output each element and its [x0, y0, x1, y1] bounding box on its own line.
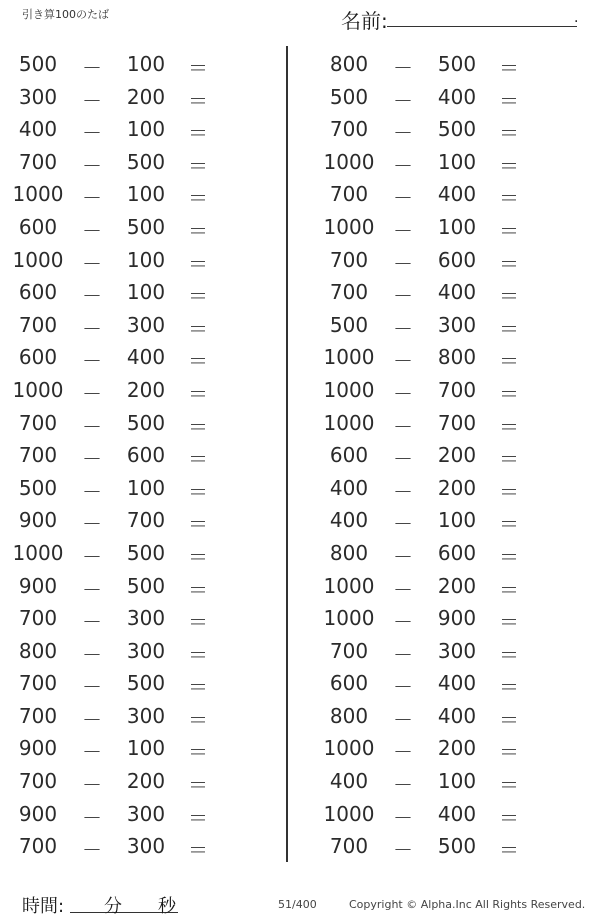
- subtrahend: 400: [126, 345, 166, 370]
- equals-sign: ＝: [188, 414, 208, 439]
- minuend: 700: [329, 280, 369, 305]
- minus-sign: －: [393, 773, 413, 798]
- equals-sign: ＝: [499, 838, 519, 863]
- minuend: 700: [329, 247, 369, 272]
- minuend: 700: [18, 149, 58, 174]
- subtrahend: 700: [437, 377, 477, 402]
- minus-sign: －: [393, 512, 413, 537]
- equals-sign: ＝: [499, 121, 519, 146]
- subtrahend: 300: [437, 638, 477, 663]
- minus-sign: －: [393, 153, 413, 178]
- equals-sign: ＝: [188, 381, 208, 406]
- equals-sign: ＝: [499, 642, 519, 667]
- subtrahend: 100: [437, 214, 477, 239]
- minuend: 1000: [323, 214, 375, 239]
- subtrahend: 200: [437, 573, 477, 598]
- minus-sign: －: [82, 251, 102, 276]
- subtrahend: 500: [437, 117, 477, 142]
- minus-sign: －: [393, 838, 413, 863]
- subtrahend: 300: [126, 703, 166, 728]
- minuend: 1000: [12, 182, 64, 207]
- minus-sign: －: [82, 675, 102, 700]
- minuend: 800: [18, 638, 58, 663]
- minuend: 800: [329, 540, 369, 565]
- minus-sign: －: [393, 544, 413, 569]
- subtrahend: 200: [126, 769, 166, 794]
- minus-sign: －: [393, 251, 413, 276]
- name-dot: .: [574, 10, 579, 26]
- minuend: 900: [18, 508, 58, 533]
- minus-sign: －: [82, 740, 102, 765]
- equals-sign: ＝: [499, 675, 519, 700]
- subtrahend: 400: [437, 801, 477, 826]
- subtrahend: 600: [437, 247, 477, 272]
- minuend: 700: [329, 834, 369, 859]
- minus-sign: －: [82, 805, 102, 830]
- equals-sign: ＝: [188, 316, 208, 341]
- subtrahend: 500: [437, 52, 477, 76]
- equals-sign: ＝: [188, 740, 208, 765]
- equals-sign: ＝: [188, 512, 208, 537]
- minus-sign: －: [393, 218, 413, 243]
- minuend: 1000: [12, 540, 64, 565]
- copyright-text: Copyright © Alpha.Inc All Rights Reserved.: [349, 898, 586, 911]
- subtrahend: 100: [126, 247, 166, 272]
- minus-sign: －: [82, 88, 102, 113]
- subtrahend: 200: [437, 443, 477, 468]
- time-label: 時間:: [22, 896, 65, 917]
- minuend: 400: [329, 508, 369, 533]
- subtrahend: 400: [437, 280, 477, 305]
- subtrahend: 300: [126, 606, 166, 631]
- minus-sign: －: [82, 381, 102, 406]
- minus-sign: －: [82, 121, 102, 146]
- minuend: 700: [18, 606, 58, 631]
- name-label: 名前:: [341, 9, 388, 33]
- subtrahend: 600: [437, 540, 477, 565]
- minuend: 1000: [323, 606, 375, 631]
- minuend: 500: [18, 475, 58, 500]
- minus-sign: －: [393, 88, 413, 113]
- equals-sign: ＝: [499, 153, 519, 178]
- minus-sign: －: [82, 316, 102, 341]
- minuend: 600: [18, 345, 58, 370]
- minuend: 600: [18, 280, 58, 305]
- minus-sign: －: [82, 479, 102, 504]
- minuend: 700: [18, 703, 58, 728]
- minuend: 1000: [323, 377, 375, 402]
- minus-sign: －: [82, 838, 102, 863]
- equals-sign: ＝: [499, 414, 519, 439]
- minuend: 400: [329, 769, 369, 794]
- minus-sign: －: [82, 284, 102, 309]
- minuend: 700: [329, 638, 369, 663]
- minuend: 500: [18, 52, 58, 76]
- minuend: 600: [18, 214, 58, 239]
- minuend: 900: [18, 736, 58, 761]
- subtrahend: 100: [126, 280, 166, 305]
- minuend: 500: [329, 84, 369, 109]
- minuend: 900: [18, 573, 58, 598]
- equals-sign: ＝: [499, 284, 519, 309]
- subtrahend: 400: [437, 703, 477, 728]
- minus-sign: －: [82, 153, 102, 178]
- subtrahend: 500: [437, 834, 477, 859]
- equals-sign: ＝: [499, 544, 519, 569]
- minus-sign: －: [393, 349, 413, 374]
- minuend: 800: [329, 52, 369, 76]
- subtrahend: 100: [437, 149, 477, 174]
- equals-sign: ＝: [188, 773, 208, 798]
- subtrahend: 300: [437, 312, 477, 337]
- minus-sign: －: [393, 414, 413, 439]
- subtrahend: 400: [437, 182, 477, 207]
- equals-sign: ＝: [188, 251, 208, 276]
- minus-sign: －: [82, 610, 102, 635]
- minus-sign: －: [82, 447, 102, 472]
- subtrahend: 200: [437, 475, 477, 500]
- equals-sign: ＝: [188, 56, 208, 80]
- minus-sign: －: [82, 218, 102, 243]
- equals-sign: ＝: [188, 153, 208, 178]
- subtrahend: 700: [437, 410, 477, 435]
- minuend: 1000: [12, 247, 64, 272]
- minus-sign: －: [393, 642, 413, 667]
- minus-sign: －: [393, 316, 413, 341]
- minuend: 1000: [323, 149, 375, 174]
- minuend: 700: [18, 834, 58, 859]
- minuend: 600: [329, 443, 369, 468]
- minuend: 500: [329, 312, 369, 337]
- equals-sign: ＝: [499, 577, 519, 602]
- subtrahend: 700: [126, 508, 166, 533]
- minuend: 1000: [12, 377, 64, 402]
- name-line[interactable]: [387, 26, 577, 27]
- equals-sign: ＝: [188, 186, 208, 211]
- subtrahend: 500: [126, 671, 166, 696]
- minus-sign: －: [393, 610, 413, 635]
- subtrahend: 300: [126, 638, 166, 663]
- minuend: 400: [18, 117, 58, 142]
- subtrahend: 500: [126, 410, 166, 435]
- minuend: 1000: [323, 736, 375, 761]
- subtrahend: 900: [437, 606, 477, 631]
- subtrahend: 300: [126, 312, 166, 337]
- minuend: 600: [329, 671, 369, 696]
- equals-sign: ＝: [499, 349, 519, 374]
- equals-sign: ＝: [188, 349, 208, 374]
- subtrahend: 600: [126, 443, 166, 468]
- subtrahend: 500: [126, 149, 166, 174]
- minuend: 700: [18, 671, 58, 696]
- subtrahend: 100: [126, 117, 166, 142]
- equals-sign: ＝: [188, 447, 208, 472]
- minuend: 700: [18, 443, 58, 468]
- subtrahend: 500: [126, 573, 166, 598]
- subtrahend: 100: [126, 182, 166, 207]
- equals-sign: ＝: [499, 381, 519, 406]
- minus-sign: －: [393, 56, 413, 80]
- minus-sign: －: [82, 544, 102, 569]
- minus-sign: －: [82, 642, 102, 667]
- minuend: 900: [18, 801, 58, 826]
- minuend: 300: [18, 84, 58, 109]
- minus-sign: －: [393, 447, 413, 472]
- minutes-label: 分: [104, 896, 122, 917]
- minuend: 1000: [323, 801, 375, 826]
- subtrahend: 300: [126, 834, 166, 859]
- minus-sign: －: [393, 675, 413, 700]
- minuend: 1000: [323, 573, 375, 598]
- minuend: 700: [329, 182, 369, 207]
- subtrahend: 200: [126, 84, 166, 109]
- worksheet-title: 引き算100のたば: [22, 8, 109, 21]
- minus-sign: －: [82, 56, 102, 80]
- subtrahend: 100: [437, 769, 477, 794]
- subtrahend: 100: [126, 475, 166, 500]
- subtrahend: 100: [126, 736, 166, 761]
- minus-sign: －: [393, 740, 413, 765]
- seconds-label: 秒: [158, 896, 176, 917]
- minus-sign: －: [82, 577, 102, 602]
- equals-sign: ＝: [188, 479, 208, 504]
- equals-sign: ＝: [499, 56, 519, 80]
- minuend: 1000: [323, 345, 375, 370]
- equals-sign: ＝: [499, 251, 519, 276]
- equals-sign: ＝: [499, 610, 519, 635]
- minuend: 1000: [323, 410, 375, 435]
- minus-sign: －: [393, 381, 413, 406]
- minus-sign: －: [82, 707, 102, 732]
- minus-sign: －: [82, 773, 102, 798]
- minus-sign: －: [393, 707, 413, 732]
- minus-sign: －: [82, 512, 102, 537]
- minus-sign: －: [393, 805, 413, 830]
- subtrahend: 400: [437, 671, 477, 696]
- equals-sign: ＝: [188, 675, 208, 700]
- equals-sign: ＝: [188, 610, 208, 635]
- subtrahend: 500: [126, 214, 166, 239]
- equals-sign: ＝: [188, 577, 208, 602]
- minuend: 700: [18, 769, 58, 794]
- equals-sign: ＝: [499, 316, 519, 341]
- minuend: 700: [18, 312, 58, 337]
- minuend: 800: [329, 703, 369, 728]
- equals-sign: ＝: [499, 773, 519, 798]
- minus-sign: －: [393, 284, 413, 309]
- minus-sign: －: [393, 186, 413, 211]
- minus-sign: －: [393, 121, 413, 146]
- minuend: 700: [18, 410, 58, 435]
- equals-sign: ＝: [188, 88, 208, 113]
- equals-sign: ＝: [499, 707, 519, 732]
- subtrahend: 100: [437, 508, 477, 533]
- column-divider: [286, 46, 288, 862]
- minuend: 700: [329, 117, 369, 142]
- subtrahend: 200: [126, 377, 166, 402]
- page-number: 51/400: [278, 898, 317, 911]
- minus-sign: －: [82, 414, 102, 439]
- equals-sign: ＝: [188, 642, 208, 667]
- equals-sign: ＝: [499, 479, 519, 504]
- equals-sign: ＝: [188, 121, 208, 146]
- equals-sign: ＝: [499, 740, 519, 765]
- subtrahend: 100: [126, 52, 166, 76]
- equals-sign: ＝: [188, 805, 208, 830]
- equals-sign: ＝: [188, 284, 208, 309]
- equals-sign: ＝: [499, 186, 519, 211]
- subtrahend: 800: [437, 345, 477, 370]
- equals-sign: ＝: [188, 544, 208, 569]
- equals-sign: ＝: [188, 218, 208, 243]
- equals-sign: ＝: [499, 218, 519, 243]
- minuend: 400: [329, 475, 369, 500]
- equals-sign: ＝: [499, 447, 519, 472]
- minus-sign: －: [82, 349, 102, 374]
- equals-sign: ＝: [188, 707, 208, 732]
- minus-sign: －: [82, 186, 102, 211]
- subtrahend: 500: [126, 540, 166, 565]
- subtrahend: 200: [437, 736, 477, 761]
- equals-sign: ＝: [188, 838, 208, 863]
- equals-sign: ＝: [499, 805, 519, 830]
- equals-sign: ＝: [499, 88, 519, 113]
- subtrahend: 300: [126, 801, 166, 826]
- minus-sign: －: [393, 577, 413, 602]
- subtrahend: 400: [437, 84, 477, 109]
- equals-sign: ＝: [499, 512, 519, 537]
- minus-sign: －: [393, 479, 413, 504]
